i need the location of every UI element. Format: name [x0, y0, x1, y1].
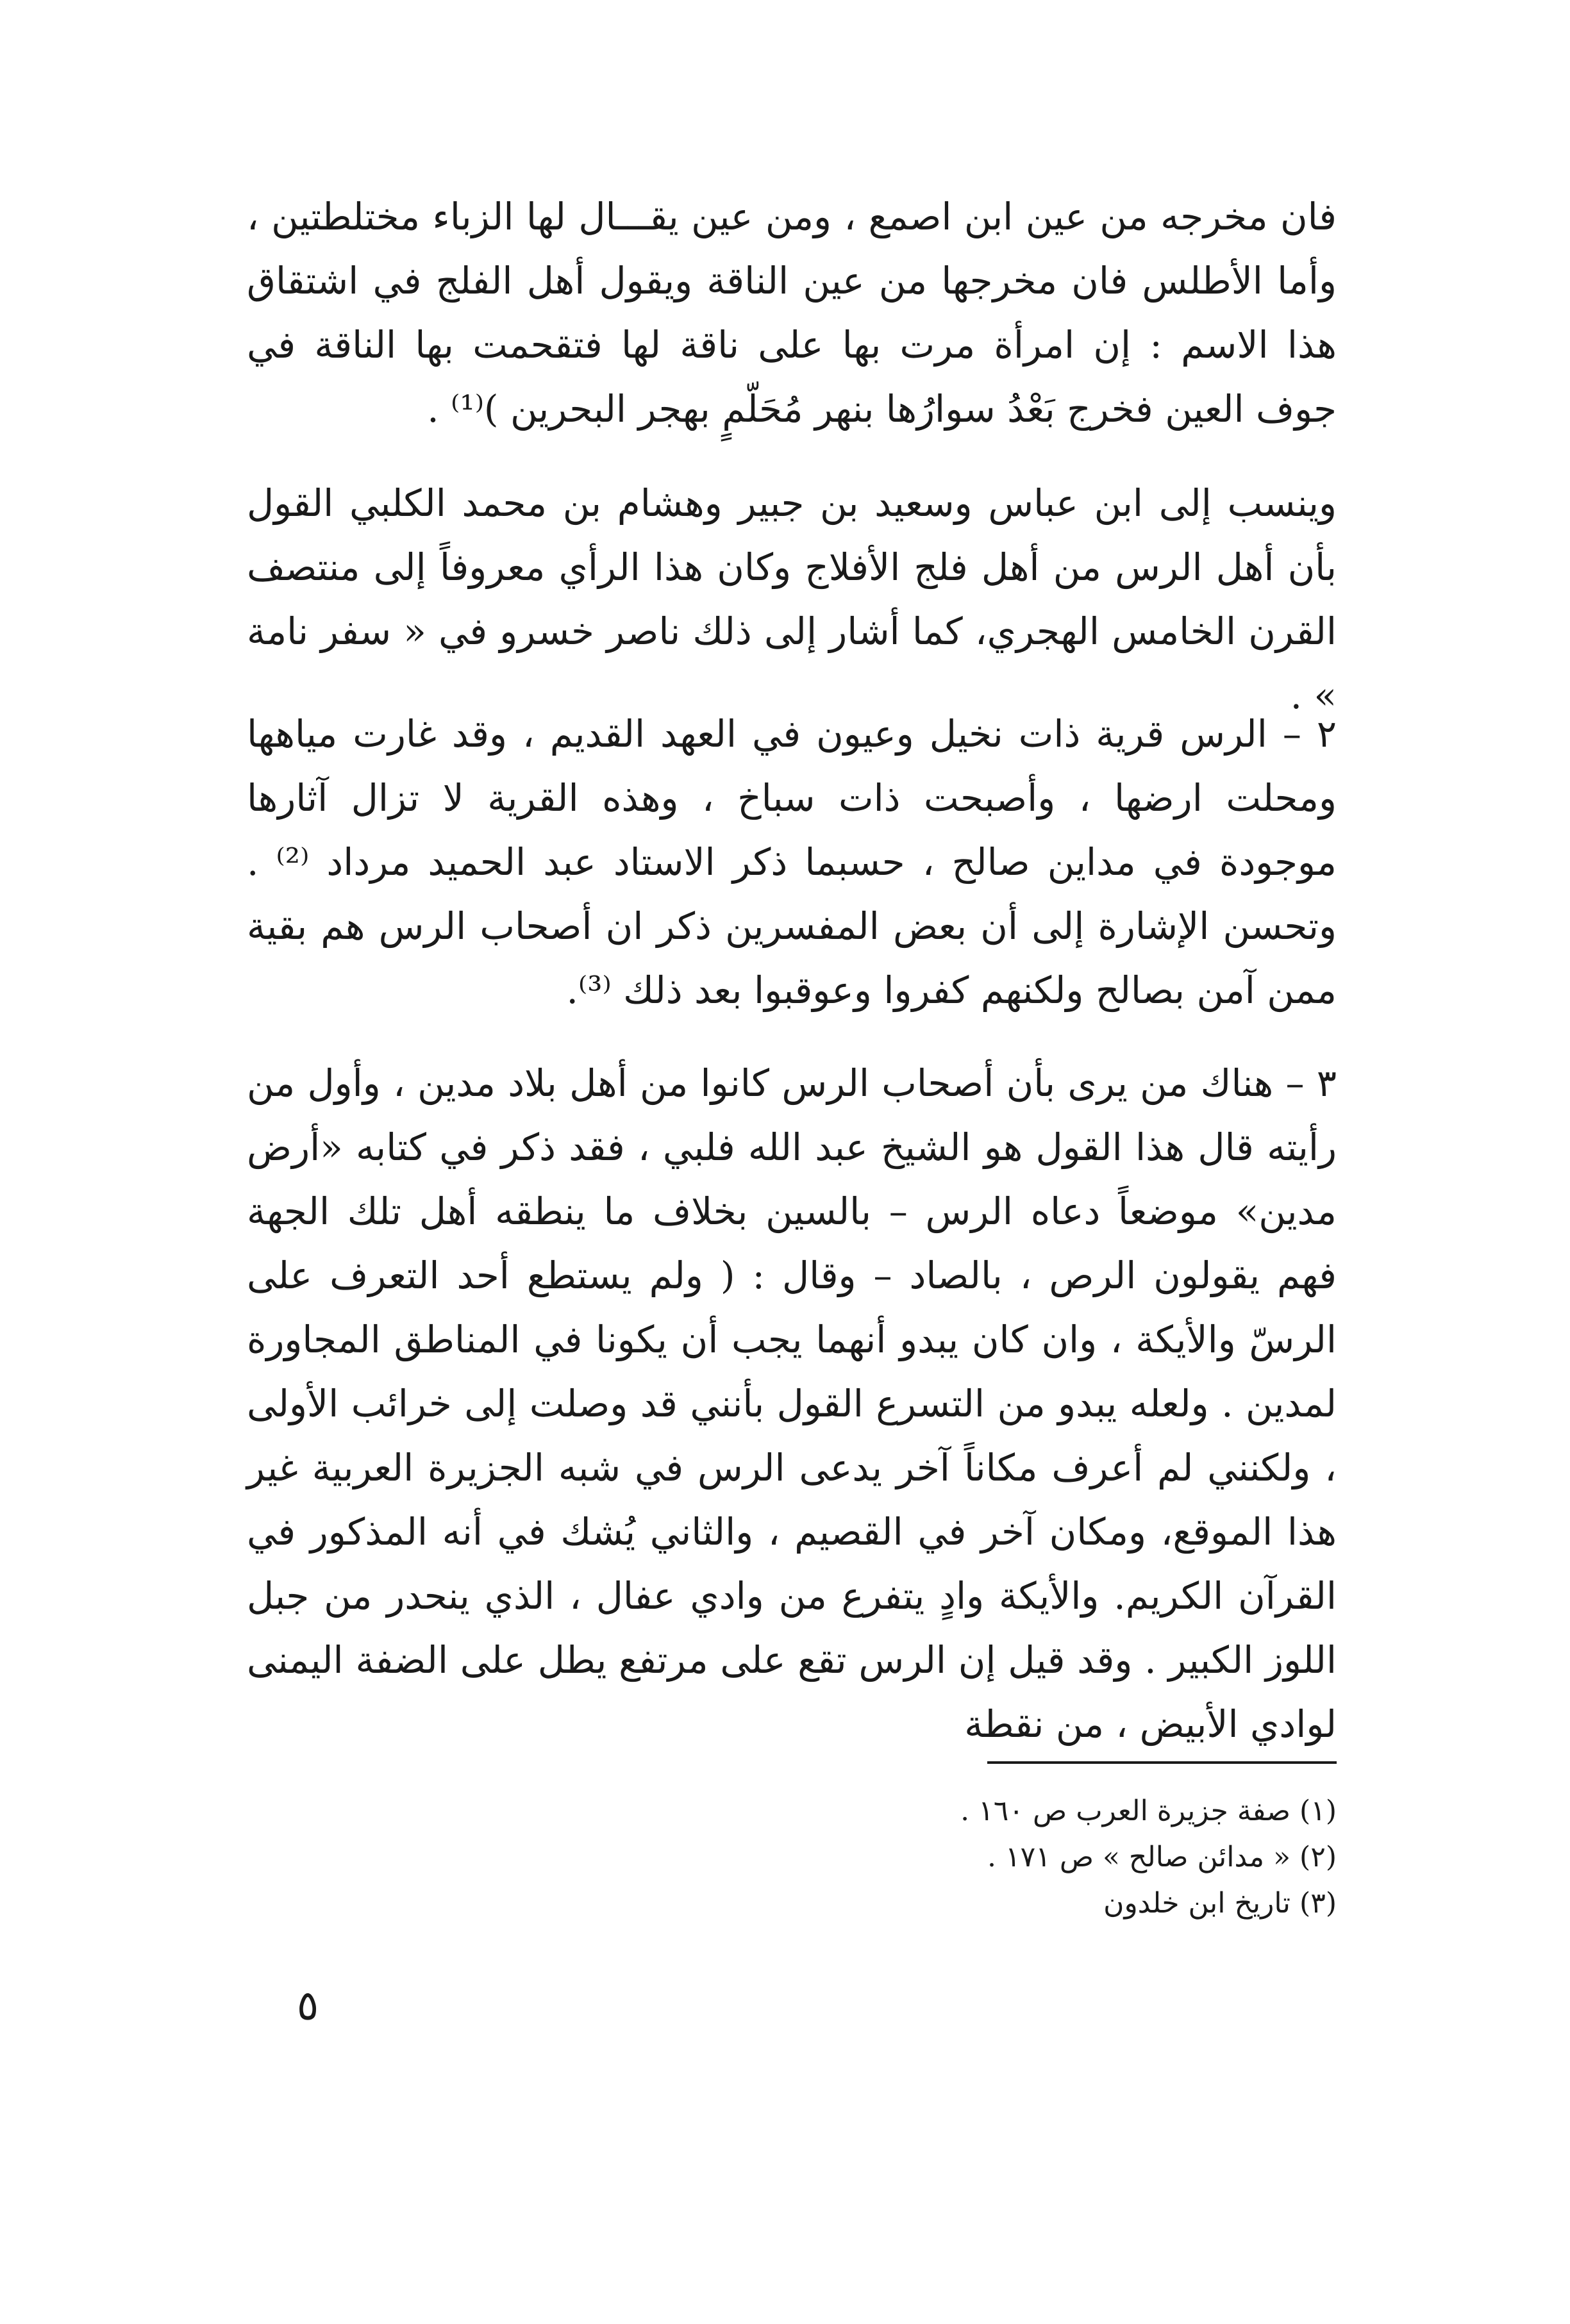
footnote-1: (١) صفة جزيرة العرب ص ١٦٠ . [960, 1795, 1337, 1827]
footnotes-list [705, 1788, 1337, 1927]
body-paragraph-4: ٣ – هناك من يرى بأن أصحاب الرس كانوا من أهل بلاد مدين ، وأول من رأيته قال هذا القول هو الشيخ عبد الله فلبي ، فقد ذكر في كتابه «أرض مدين» موضعاً دعاه الرس – بالسين بخلاف ما ينطقه أهل تلك الجهة فهم يقولون الرص ، بالصاد – وقال : ( ولم يستطع أحد التعرف على الرسّ والأيكة ، وان كان يبدو أنهما يجب أن يكونا في المناطق المجاورة لمدين . ولعله يبدو من التسرع القول بأنني قد وصلت إلى خرائب الأولى ، ولكنني لم أعرف مكاناً آخر يدعى الرس في شبه الجزيرة العربية غير هذا الموقع، ومكان آخر في القصيم ، والثاني يُشك في أنه المذكور في القرآن الكريم. والأيكة وادٍ يتفرع من وادي عفال ، الذي ينحدر من جبل اللوز الكبير . وقد قيل إن الرس تقع على مرتفع يطل على الضفة اليمنى لوادي الأبيض ، من نقطة [247, 1061, 1337, 1746]
page-number: ٥ [296, 1982, 319, 2030]
footnote-3: (٣) تاريخ ابن خلدون [1103, 1887, 1337, 1920]
body-paragraph-3: ٢ – الرس قرية ذات نخيل وعيون في العهد القديم ، وقد غارت مياهها ومحلت ارضها ، وأصبحت ذات سباخ ، وهذه القرية لا تزال آثارها موجودة في مداين صالح ، حسبما ذكر الاستاد عبد الحميد مرداد ⁽²⁾ . وتحسن الإشارة إلى أن بعض المفسرين ذكر ان أصحاب الرس هم بقية ممن آمن بصالح ولكنهم كفروا وعوقبوا بعد ذلك ⁽³⁾. [247, 712, 1337, 1012]
body-paragraph-1: فان مخرجه من عين ابن اصمع ، ومن عين يقـــال لها الزباء مختلطتين ، وأما الأطلس فان مخرجها من عين الناقة ويقول أهل الفلج في اشتقاق هذا الاسم : إن امرأة مرت بها على ناقة لها فتقحمت بها الناقة في جوف العين فخرج بَعْدُ سوارُها بنهر مُحَلّمٍ بهجر البحرين )⁽¹⁾ . [247, 195, 1337, 431]
footnote-2: (٢) « مدائن صالح » ص ١٧١ . [987, 1841, 1337, 1873]
footnote-divider [987, 1761, 1337, 1764]
body-paragraph-2: وينسب إلى ابن عباس وسعيد بن جبير وهشام بن محمد الكلبي القول بأن أهل الرس من أهل فلج الأفلاج وكان هذا الرأي معروفاً إلى منتصف القرن الخامس الهجري، كما أشار إلى ذلك ناصر خسرو في « سفر نامة » . [247, 481, 1337, 717]
